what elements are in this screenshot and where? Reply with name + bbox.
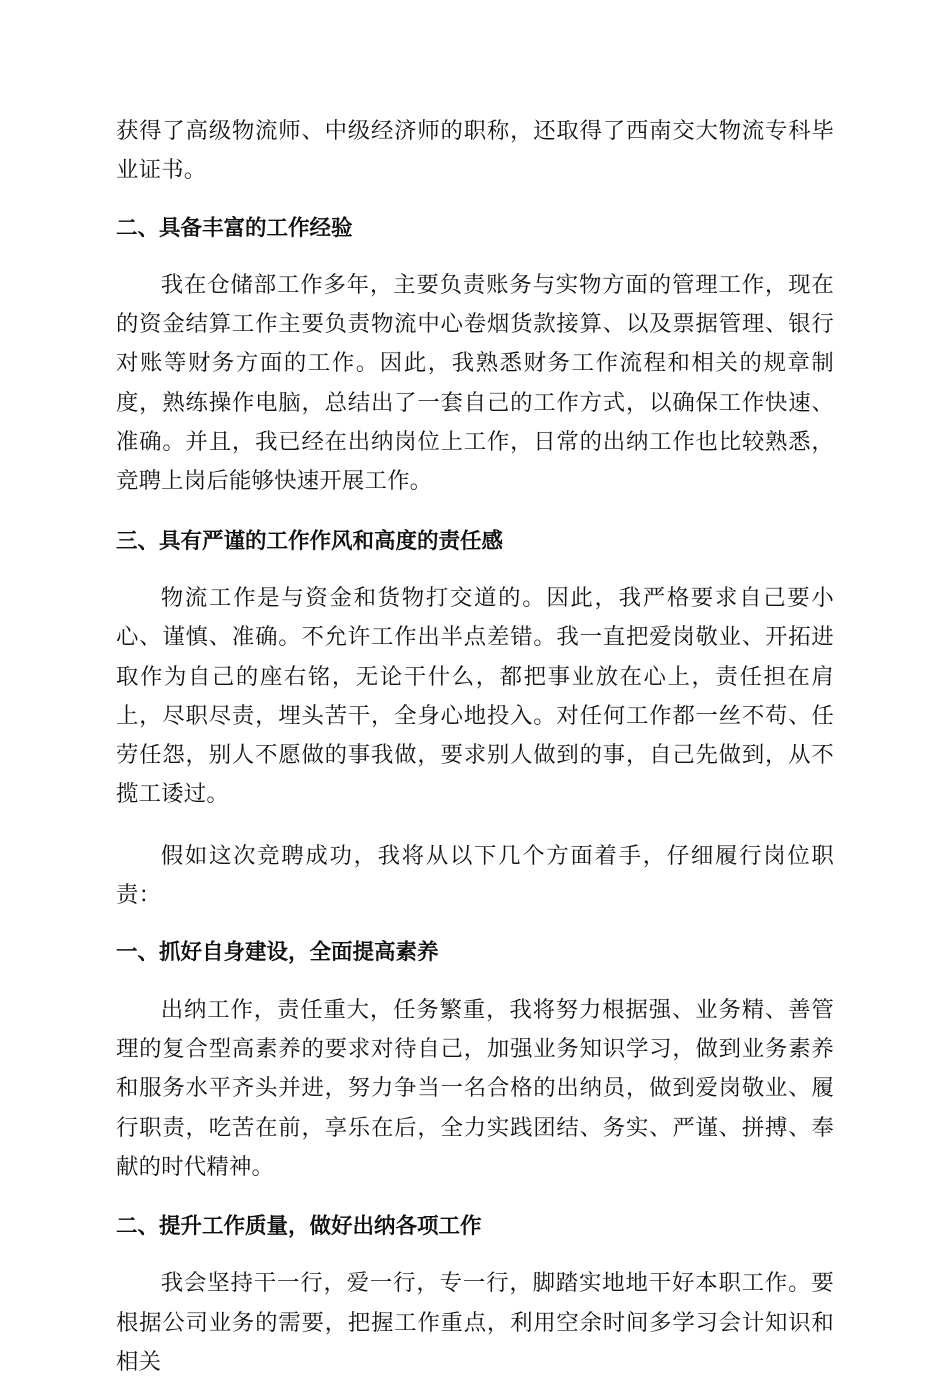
paragraph-certificates: 获得了高级物流师、中级经济师的职称，还取得了西南交大物流专科毕业证书。 (116, 118, 834, 184)
paragraph-work-quality: 我会坚持干一行，爱一行，专一行，脚踏实地地干好本职工作。要根据公司业务的需要，把握工作重点，利用空余时间多学习会计知识和相关 (116, 1270, 834, 1376)
paragraph-if-successful: 假如这次竞聘成功，我将从以下几个方面着手，仔细履行岗位职责： (116, 842, 834, 909)
heading-self-improvement: 一、抓好自身建设，全面提高素养 (116, 940, 439, 966)
paragraph-work-experience: 我在仓储部工作多年，主要负责账务与实物方面的管理工作，现在的资金结算工作主要负责物流中心卷烟货款接算、以及票据管理、银行对账等财务方面的工作。因此，我熟悉财务工作流程和相关的规章制度，熟练操作电脑，总结出了一套自己的工作方式，以确保工作快速、准确。并且，我已经在出纳岗位上工作，日常的出纳工作也比较熟悉，竞聘上岗后能够快速开展工作。 (116, 271, 834, 495)
heading-work-experience: 二、具备丰富的工作经验 (116, 215, 353, 241)
document-page (116, 112, 834, 1382)
heading-work-quality: 二、提升工作质量，做好出纳各项工作 (116, 1214, 482, 1240)
paragraph-work-style: 物流工作是与资金和货物打交道的。因此，我严格要求自己要小心、谨慎、准确。不允许工作出半点差错。我一直把爱岗敬业、开拓进取作为自己的座右铭，无论干什么，都把事业放在心上，责任担在肩上，尽职尽责，埋头苦干，全身心地投入。对任何工作都一丝不苟、任劳任怨，别人不愿做的事我做，要求别人做到的事，自己先做到，从不揽工诿过。 (116, 584, 834, 808)
paragraph-self-improvement: 出纳工作，责任重大，任务繁重，我将努力根据强、业务精、善管理的复合型高素养的要求对待自己，加强业务知识学习，做到业务素养和服务水平齐头并进，努力争当一名合格的出纳员，做到爱岗敬业、履行职责，吃苦在前，享乐在后，全力实践团结、务实、严谨、拼搏、奉献的时代精神。 (116, 996, 834, 1180)
heading-work-style: 三、具有严谨的工作作风和高度的责任感 (116, 528, 504, 554)
